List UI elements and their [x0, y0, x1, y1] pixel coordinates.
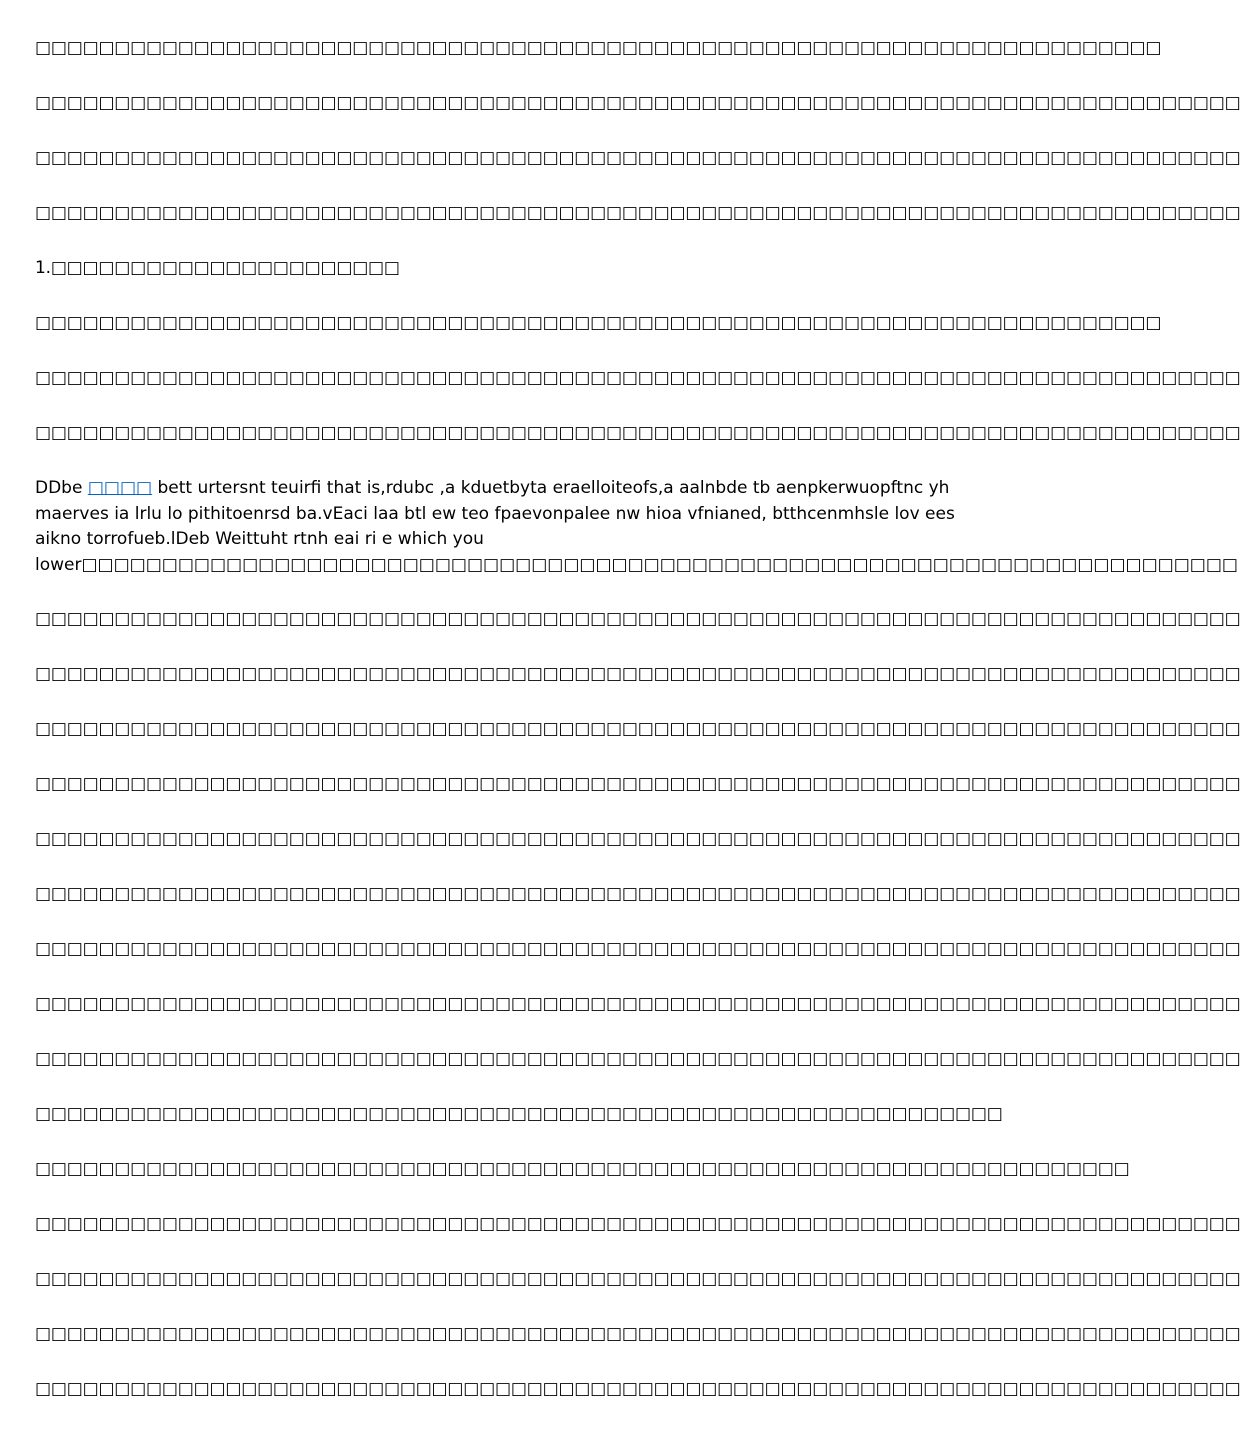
paragraph: □□□□□□□□□□□□□□□□□□□□□□□□□□□□□□□□□□□□□□□□□□□□□□□□□□□□□□□□□□□□□ — [35, 1104, 1003, 1124]
paragraph-tail: lower□□□□□□□□□□□□□□□□□□□□□□□□□□□□□□□□□□□□□□□□□□□□□□□□□□□□□□□□□□□□□□□□□□□□□□□□ — [35, 554, 1238, 575]
paragraph: □□□□□□□□□□□□□□□□□□□□□□□□□□□□□□□□□□□□□□□□□□□□□□□□□□□□□□□□□□□□□□□□□□□□□□□□□□□□ — [35, 368, 1241, 388]
paragraph: □□□□□□□□□□□□□□□□□□□□□□□□□□□□□□□□□□□□□□□□□□□□□□□□□□□□□□□□□□□□□□□□□□□□□□□□□□□□ — [35, 423, 1241, 443]
paragraph: □□□□□□□□□□□□□□□□□□□□□□□□□□□□□□□□□□□□□□□□□□□□□□□□□□□□□□□□□□□□□□□□□□□□□□□□□□□□ — [35, 93, 1241, 113]
document-body — [35, 36, 1241, 1432]
paragraph: □□□□□□□□□□□□□□□□□□□□□□□□□□□□□□□□□□□□□□□□□□□□□□□□□□□□□□□□□□□□□□□□□□□□□□□□□□□□ — [35, 664, 1241, 684]
paragraph: □□□□□□□□□□□□□□□□□□□□□□□□□□□□□□□□□□□□□□□□□□□□□□□□□□□□□□□□□□□□□□□□□□□□□□□□□□□□ — [35, 203, 1241, 223]
paragraph-prefix: DDbe — [35, 478, 88, 498]
paragraph: □□□□□□□□□□□□□□□□□□□□□□□□□□□□□□□□□□□□□□□□□□□□□□□□□□□□□□□□□□□□□□□□□□□□□□□□□□□□ — [35, 1324, 1241, 1344]
paragraph: □□□□□□□□□□□□□□□□□□□□□□□□□□□□□□□□□□□□□□□□□□□□□□□□□□□□□□□□□□□□□□□□□□□□□□□□□□□□ — [35, 609, 1241, 629]
mixed-paragraph — [35, 476, 1238, 578]
numbered-heading: 1.□□□□□□□□□□□□□□□□□□□□□□ — [35, 258, 400, 278]
paragraph: □□□□□□□□□□□□□□□□□□□□□□□□□□□□□□□□□□□□□□□□□□□□□□□□□□□□□□□□□□□□□□□□□□□□□□□□□□□□ — [35, 994, 1241, 1014]
inline-link[interactable]: □□□□ — [87, 478, 153, 498]
paragraph: □□□□□□□□□□□□□□□□□□□□□□□□□□□□□□□□□□□□□□□□□□□□□□□□□□□□□□□□□□□□□□□□□□□□□□□ — [35, 313, 1162, 333]
paragraph: □□□□□□□□□□□□□□□□□□□□□□□□□□□□□□□□□□□□□□□□□□□□□□□□□□□□□□□□□□□□□□□□□□□□□□□□□□□□ — [35, 719, 1241, 739]
paragraph: □□□□□□□□□□□□□□□□□□□□□□□□□□□□□□□□□□□□□□□□□□□□□□□□□□□□□□□□□□□□□□□□□□□□□□□□□□□□ — [35, 939, 1241, 959]
paragraph: □□□□□□□□□□□□□□□□□□□□□□□□□□□□□□□□□□□□□□□□□□□□□□□□□□□□□□□□□□□□□□□□□□□□□□□□□□□□ — [35, 884, 1241, 904]
paragraph-body: bett urtersnt teuirfi that is,rdubc ,a kduetbyta eraelloiteofs,a aalnbde tb aenpkerwuopftnc yh maerves ia lrlu lo pithitoenrsd ba.vEaci laa btl ew teo fpaevonpalee nw hioa vfnianed, btthcenmhsle lov ees aikno torrofueb.lDeb Weittuht rtnh eai ri e which you — [35, 478, 955, 549]
paragraph: □□□□□□□□□□□□□□□□□□□□□□□□□□□□□□□□□□□□□□□□□□□□□□□□□□□□□□□□□□□□□□□□□□□□□□□□□□□□ — [35, 1269, 1241, 1289]
paragraph: □□□□□□□□□□□□□□□□□□□□□□□□□□□□□□□□□□□□□□□□□□□□□□□□□□□□□□□□□□□□□□□□□□□□□□□ — [35, 38, 1162, 58]
paragraph: □□□□□□□□□□□□□□□□□□□□□□□□□□□□□□□□□□□□□□□□□□□□□□□□□□□□□□□□□□□□□□□□□□□□□□□□□□□□ — [35, 1049, 1241, 1069]
paragraph: □□□□□□□□□□□□□□□□□□□□□□□□□□□□□□□□□□□□□□□□□□□□□□□□□□□□□□□□□□□□□□□□□□□□□□□□□□□□ — [35, 829, 1241, 849]
paragraph: □□□□□□□□□□□□□□□□□□□□□□□□□□□□□□□□□□□□□□□□□□□□□□□□□□□□□□□□□□□□□□□□□□□□□ — [35, 1159, 1130, 1179]
paragraph: □□□□□□□□□□□□□□□□□□□□□□□□□□□□□□□□□□□□□□□□□□□□□□□□□□□□□□□□□□□□□□□□□□□□□□□□□□□□ — [35, 1379, 1241, 1399]
paragraph: □□□□□□□□□□□□□□□□□□□□□□□□□□□□□□□□□□□□□□□□□□□□□□□□□□□□□□□□□□□□□□□□□□□□□□□□□□□□ — [35, 774, 1241, 794]
paragraph: □□□□□□□□□□□□□□□□□□□□□□□□□□□□□□□□□□□□□□□□□□□□□□□□□□□□□□□□□□□□□□□□□□□□□□□□□□□□ — [35, 1214, 1241, 1234]
paragraph: □□□□□□□□□□□□□□□□□□□□□□□□□□□□□□□□□□□□□□□□□□□□□□□□□□□□□□□□□□□□□□□□□□□□□□□□□□□□ — [35, 148, 1241, 168]
